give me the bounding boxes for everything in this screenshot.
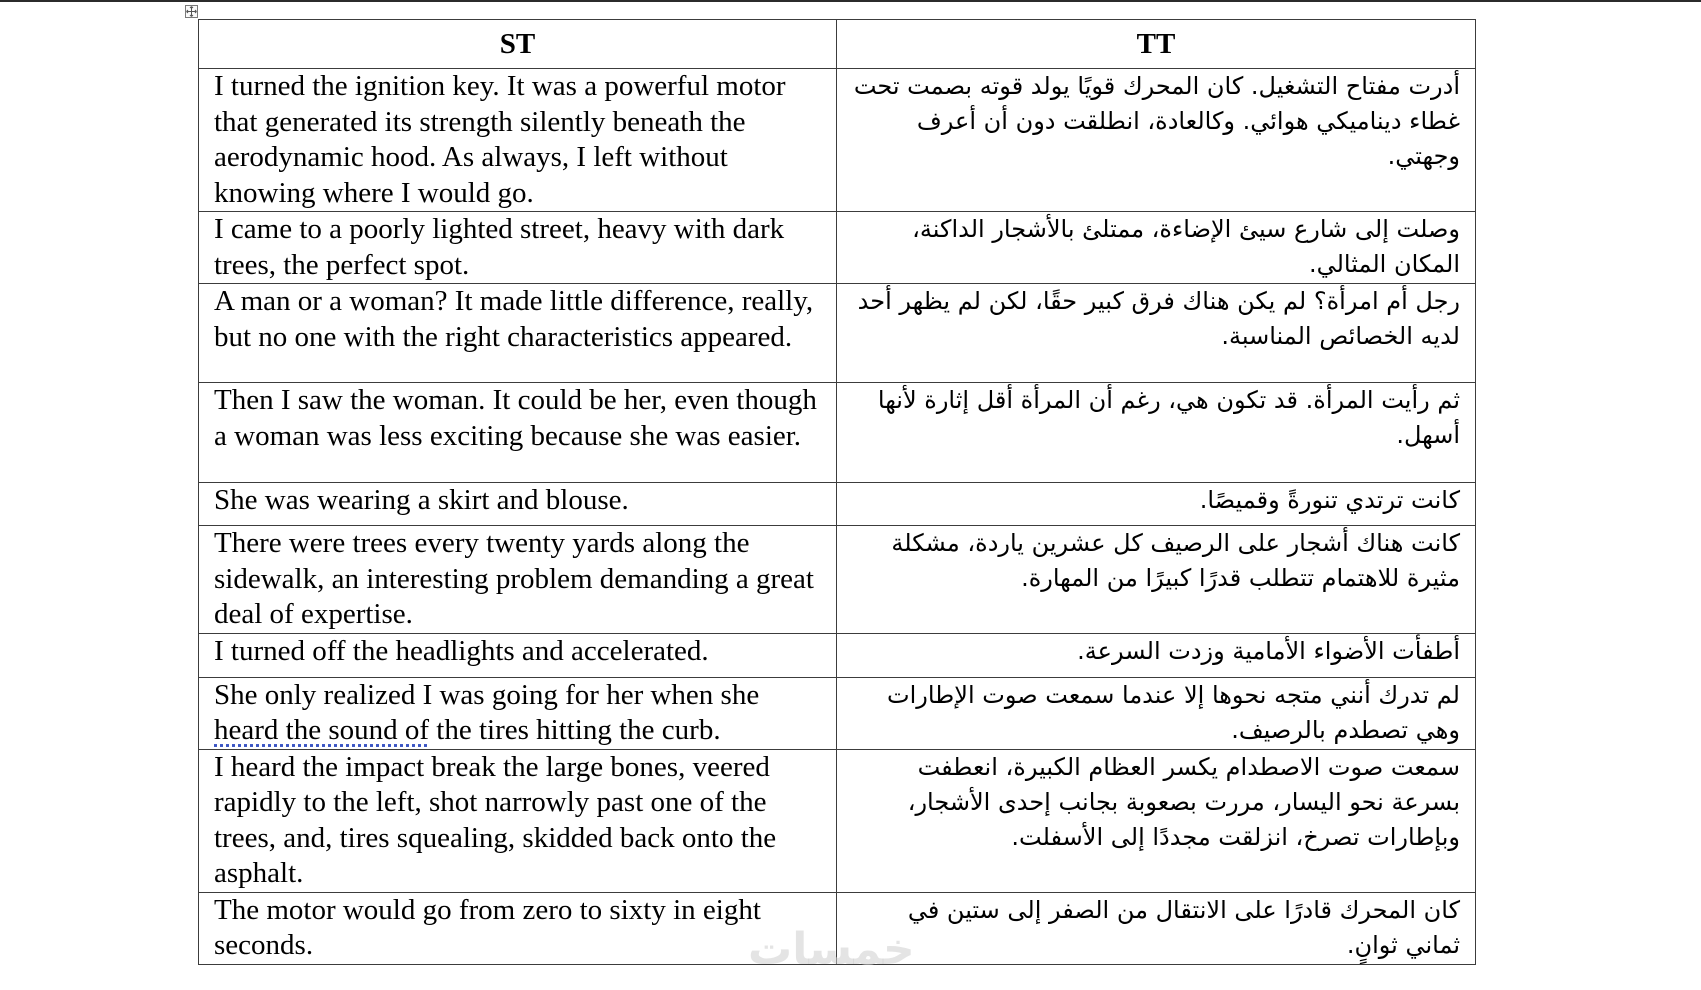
table-move-handle[interactable] — [185, 5, 198, 18]
table-row — [199, 383, 1476, 483]
source-text-cell[interactable]: I turned off the headlights and accelerated. — [199, 633, 837, 677]
target-text-cell[interactable]: كان المحرك قادرًا على الانتقال من الصفر إلى ستين في ثماني ثوانٍ. — [837, 892, 1476, 964]
target-text-cell[interactable]: كانت هناك أشجار على الرصيف كل عشرين ياردة، مشكلة مثيرة للاهتمام تتطلب قدرًا كبيرًا من المهارة. — [837, 526, 1476, 634]
target-text-cell[interactable]: لم تدرك أنني متجه نحوها إلا عندما سمعت صوت الإطارات وهي تصطدم بالرصيف. — [837, 677, 1476, 749]
table-row — [199, 749, 1476, 892]
target-text-cell[interactable]: أطفأت الأضواء الأمامية وزدت السرعة. — [837, 633, 1476, 677]
table-row — [199, 892, 1476, 964]
source-text-part: She only realized I was going for her when she — [214, 678, 760, 711]
source-text-cell[interactable]: I came to a poorly lighted street, heavy with dark trees, the perfect spot. — [199, 212, 837, 284]
table-row — [199, 483, 1476, 526]
target-text-cell[interactable]: أدرت مفتاح التشغيل. كان المحرك قويًا يولد قوته بصمت تحت غطاء ديناميكي هوائي. وكالعادة، انطلقت دون أن أعرف وجهتي. — [837, 69, 1476, 212]
source-text-cell[interactable]: I heard the impact break the large bones, veered rapidly to the left, shot narrowly past one of the trees, and, tires squealing, skidded back onto the asphalt. — [199, 749, 837, 892]
source-text-cell[interactable] — [199, 677, 837, 749]
table-row — [199, 633, 1476, 677]
table-row — [199, 69, 1476, 212]
target-text-cell[interactable]: ثم رأيت المرأة. قد تكون هي، رغم أن المرأة أقل إثارة لأنها أسهل. — [837, 383, 1476, 483]
target-text-cell[interactable]: كانت ترتدي تنورةً وقميصًا. — [837, 483, 1476, 526]
table-row — [199, 212, 1476, 284]
table-row — [199, 284, 1476, 383]
move-arrows-icon — [186, 6, 197, 17]
target-text-cell[interactable]: سمعت صوت الاصطدام يكسر العظام الكبيرة، انعطفت بسرعة نحو اليسار، مررت بصعوبة بجانب إحدى الأشجار، وبإطارات تصرخ، انزلقت مجددًا إلى الأسفلت. — [837, 749, 1476, 892]
page-top-rule — [0, 0, 1701, 2]
header-tt: TT — [837, 20, 1476, 69]
header-st: ST — [199, 20, 837, 69]
translation-table — [198, 19, 1476, 965]
source-text-part: the tires hitting the curb. — [429, 714, 721, 746]
target-text-cell[interactable]: وصلت إلى شارع سيئ الإضاءة، ممتلئ بالأشجار الداكنة، المكان المثالي. — [837, 212, 1476, 284]
source-text-cell[interactable]: There were trees every twenty yards along the sidewalk, an interesting problem demanding a great deal of expertise. — [199, 526, 837, 634]
watermark-logo: خمسات — [748, 924, 915, 975]
table-row — [199, 677, 1476, 749]
source-text-cell[interactable]: A man or a woman? It made little difference, really, but no one with the right characteristics appeared. — [199, 284, 837, 383]
table-header-row — [199, 20, 1476, 69]
source-text-cell[interactable]: Then I saw the woman. It could be her, even though a woman was less exciting because she was easier. — [199, 383, 837, 483]
source-text-cell[interactable]: I turned the ignition key. It was a powerful motor that generated its strength silently beneath the aerodynamic hood. As always, I left without knowing where I would go. — [199, 69, 837, 212]
table-row — [199, 526, 1476, 634]
source-text-cell[interactable]: The motor would go from zero to sixty in eight seconds. — [199, 892, 837, 964]
source-text-cell[interactable]: She was wearing a skirt and blouse. — [199, 483, 837, 526]
proofing-flagged-phrase[interactable]: heard the sound of — [214, 714, 430, 746]
target-text-cell[interactable]: رجل أم امرأة؟ لم يكن هناك فرق كبير حقًا، لكن لم يظهر أحد لديه الخصائص المناسبة. — [837, 284, 1476, 383]
